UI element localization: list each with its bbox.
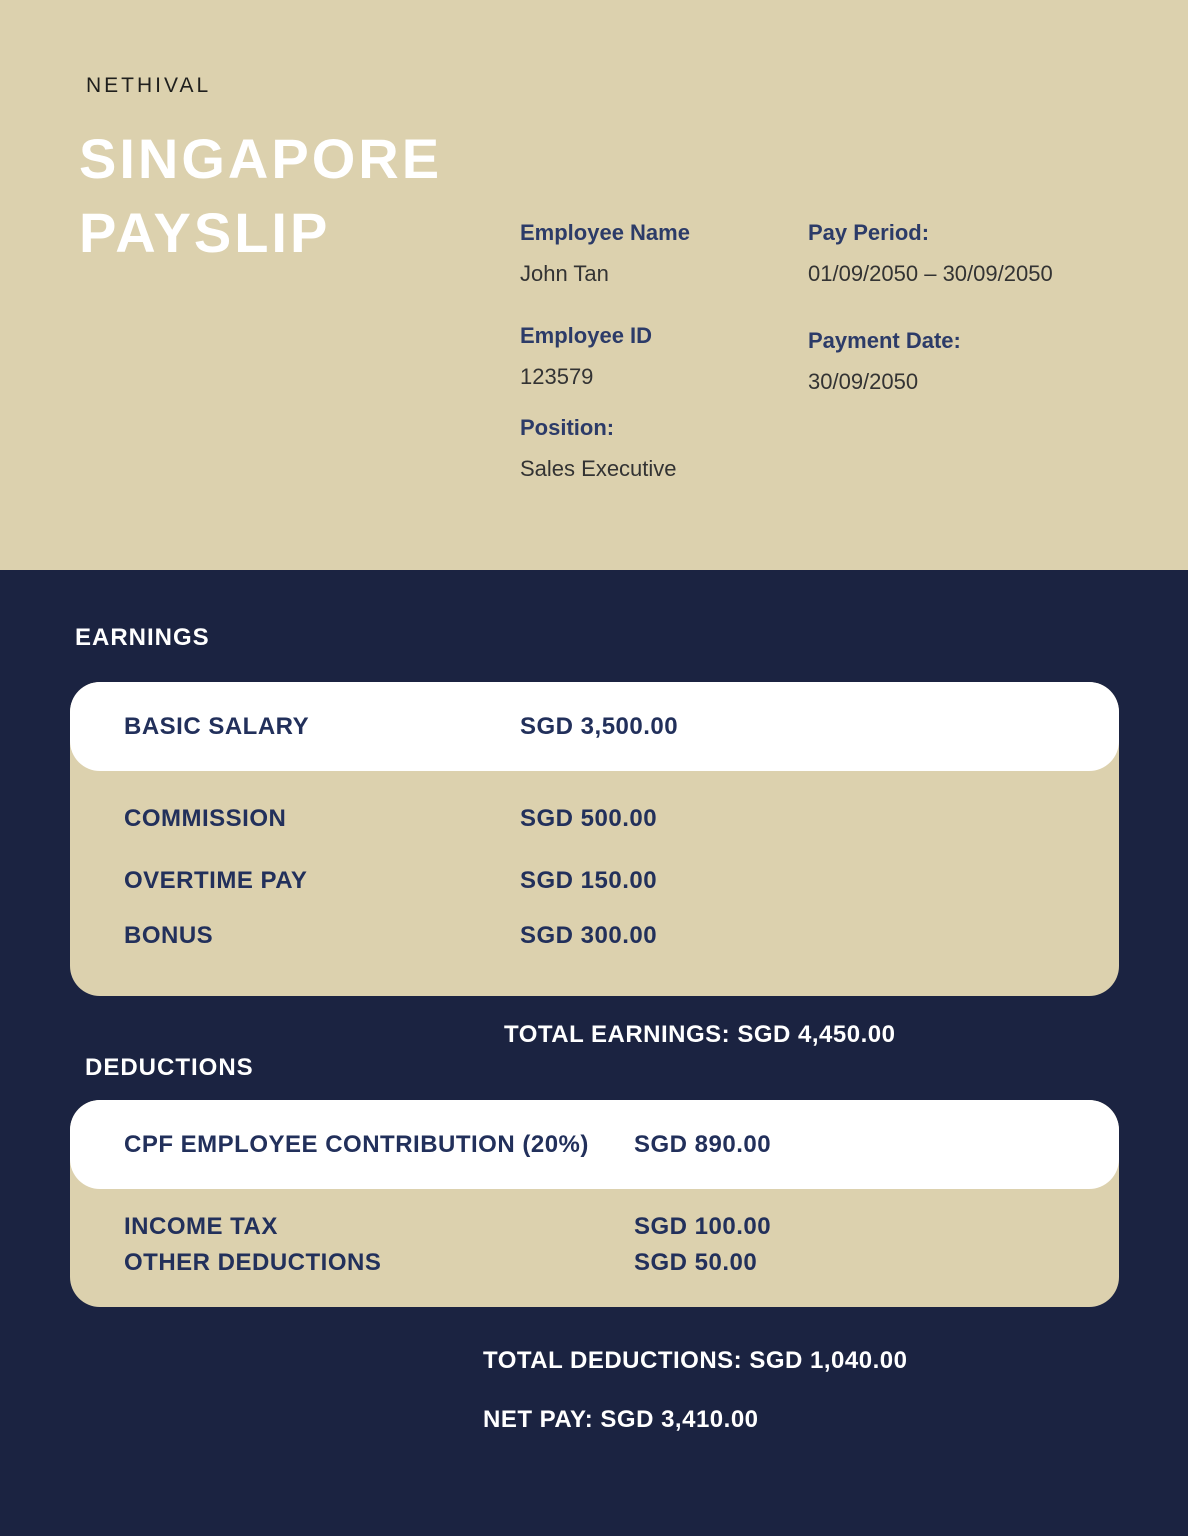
income-tax-value: SGD 100.00 <box>634 1213 772 1240</box>
bonus-row <box>70 922 1119 952</box>
page-title <box>79 122 442 270</box>
employee-id-label: Employee ID <box>520 323 653 348</box>
earnings-heading: EARNINGS <box>75 624 210 651</box>
basic-salary-label: BASIC SALARY <box>124 712 310 740</box>
pay-period-label: Pay Period: <box>808 220 930 245</box>
overtime-pay-row <box>70 867 1119 897</box>
net-pay: NET PAY: SGD 3,410.00 <box>483 1406 759 1433</box>
position-value: Sales Executive <box>520 456 677 481</box>
bonus-value: SGD 300.00 <box>520 922 658 949</box>
cpf-contribution-label: CPF EMPLOYEE CONTRIBUTION (20%) <box>124 1130 589 1158</box>
income-tax-row <box>70 1213 1119 1243</box>
other-deductions-label: OTHER DEDUCTIONS <box>124 1249 382 1276</box>
page-title-line2: PAYSLIP <box>79 201 331 264</box>
other-deductions-value: SGD 50.00 <box>634 1249 758 1276</box>
payment-date-field <box>808 328 1108 395</box>
payment-date-value: 30/09/2050 <box>808 369 919 394</box>
income-tax-label: INCOME TAX <box>124 1213 278 1240</box>
bonus-label: BONUS <box>124 922 214 949</box>
cpf-contribution-row <box>70 1100 1119 1189</box>
employee-name-label: Employee Name <box>520 220 690 245</box>
page-title-line1: SINGAPORE <box>79 127 443 190</box>
basic-salary-row <box>70 682 1119 771</box>
commission-label: COMMISSION <box>124 805 287 832</box>
position-label: Position: <box>520 415 615 440</box>
payslip-header <box>0 0 1188 570</box>
commission-value: SGD 500.00 <box>520 805 658 832</box>
payment-date-label: Payment Date: <box>808 328 961 353</box>
position-field <box>520 415 820 482</box>
commission-row <box>70 805 1119 835</box>
company-brand: NETHIVAL <box>86 74 212 97</box>
basic-salary-value: SGD 3,500.00 <box>520 712 679 740</box>
earnings-card <box>70 682 1119 996</box>
total-earnings: TOTAL EARNINGS: SGD 4,450.00 <box>504 1021 896 1048</box>
overtime-pay-label: OVERTIME PAY <box>124 867 308 894</box>
employee-id-field <box>520 323 820 390</box>
deductions-card <box>70 1100 1119 1307</box>
employee-id-value: 123579 <box>520 364 594 389</box>
deductions-heading: DEDUCTIONS <box>85 1054 254 1081</box>
pay-period-value: 01/09/2050 – 30/09/2050 <box>808 261 1053 286</box>
total-deductions: TOTAL DEDUCTIONS: SGD 1,040.00 <box>483 1347 908 1374</box>
employee-name-value: John Tan <box>520 261 609 286</box>
employee-name-field <box>520 220 820 287</box>
other-deductions-row <box>70 1249 1119 1279</box>
overtime-pay-value: SGD 150.00 <box>520 867 658 894</box>
pay-period-field <box>808 220 1108 287</box>
cpf-contribution-value: SGD 890.00 <box>634 1130 772 1158</box>
